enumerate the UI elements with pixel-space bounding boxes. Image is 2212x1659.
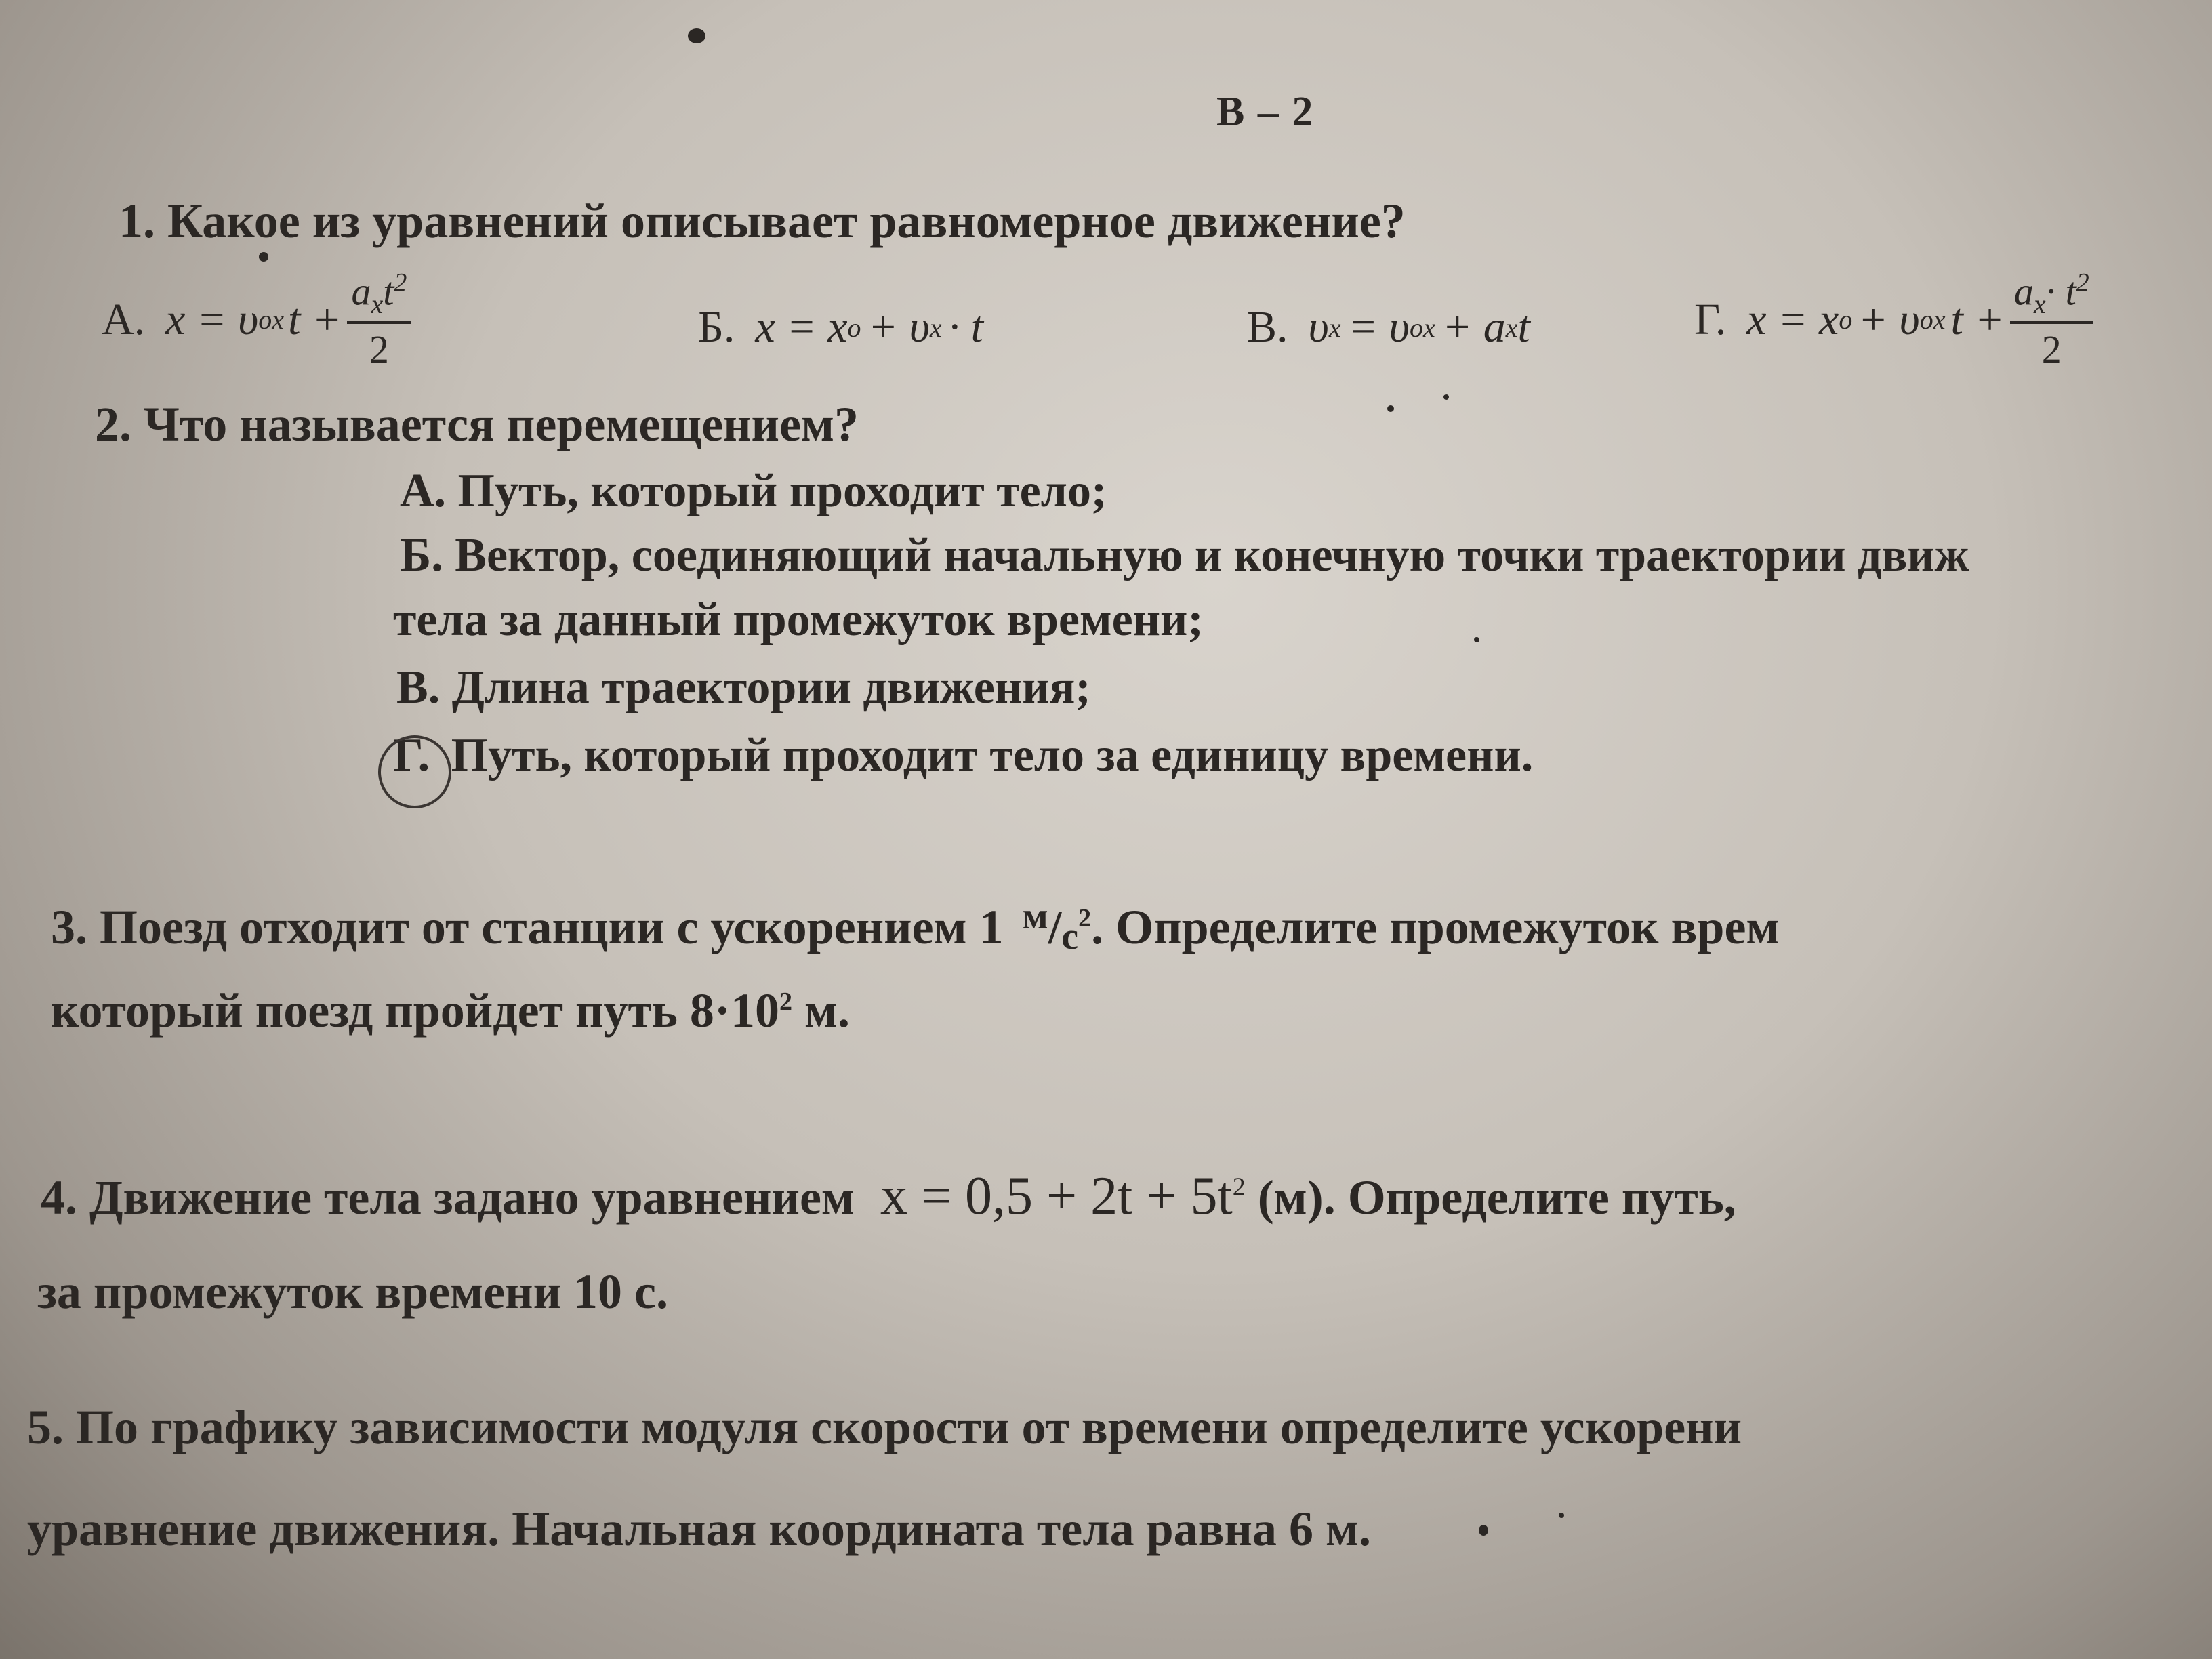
option-label: В.: [1247, 302, 1288, 352]
question-5-line1: 5. По графику зависимости модуля скорости от времени определите ускорени: [27, 1400, 1742, 1454]
question-4-line2: за промежуток времени 10 с.: [37, 1265, 669, 1319]
q1-option-d: Г. x = x o + υ ox t + $\frac{a_x\cdot t^2}{2}$: [1694, 268, 2093, 372]
ink-spot: [259, 252, 268, 262]
q2-option-d: Г. Путь, который проходит тело за единицу времени.: [393, 729, 1534, 781]
q2-option-c: В. Длина траектории движения;: [396, 661, 1091, 714]
question-4-line1: 4. Движение тела задано уравнением $x = 0,5 + 2t + 5t^2$ (м). Определите путь,: [41, 1166, 1736, 1226]
q1-option-b: Б. x = x o + υ x · t: [698, 302, 983, 352]
question-1: 1. Какое из уравнений описывает равномерное движение?: [119, 194, 1406, 248]
ink-spot: [1443, 394, 1449, 400]
option-label: А.: [102, 294, 146, 344]
q2-option-b-line1: Б. Вектор, соединяющий начальную и конечную точки траектории движ: [400, 529, 1969, 581]
q2-option-b-line2: тела за данный промежуток времени;: [393, 594, 1204, 646]
variant-title: В – 2: [1216, 89, 1315, 135]
option-label: Б.: [698, 302, 735, 352]
question-2: 2. Что называется перемещением?: [95, 397, 859, 451]
ink-spot: [688, 28, 705, 43]
fraction: $\frac{a_x\cdot t^2}{2}$: [2010, 268, 2093, 372]
q1-option-c: В. υ x = υ ox + a x t: [1247, 302, 1530, 352]
ink-spot: [1479, 1525, 1488, 1536]
ink-spot: [1559, 1513, 1564, 1518]
ink-spot: [1387, 405, 1394, 412]
equation: $x = 0,5 + 2t + 5t^2$: [880, 1166, 1246, 1226]
ink-spot: [1474, 637, 1479, 642]
question-5-line2: уравнение движения. Начальная координата тела равна 6 м.: [27, 1502, 1372, 1556]
handwritten-circle-mark: [378, 735, 451, 808]
question-3-line1: 3. Поезд отходит от станции с ускорением 1 $^м/с^2$. Определите промежуток врем: [51, 895, 1780, 958]
fraction: $\frac{a_xt^2}{2}$: [347, 268, 411, 372]
option-label: Г.: [393, 729, 430, 781]
question-3-line2: который поезд пройдет путь $8\cdot 10^2$ м.: [51, 983, 850, 1038]
option-label: Г.: [1694, 294, 1727, 344]
q1-option-a: А. x = υ ox t + $\frac{a_xt^2}{2}$: [102, 268, 411, 372]
q2-option-a: А. Путь, который проходит тело;: [400, 465, 1107, 517]
